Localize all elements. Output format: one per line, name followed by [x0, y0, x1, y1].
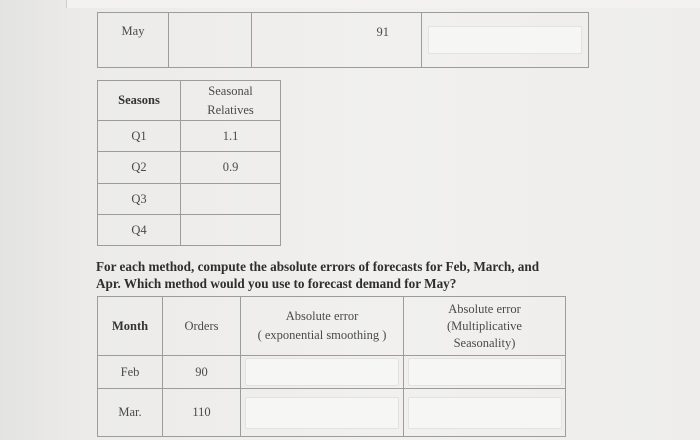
abs-error-exp-cell[interactable]	[241, 356, 404, 389]
table-row	[98, 356, 566, 389]
month-cell	[98, 389, 163, 437]
seasons-header	[98, 81, 181, 121]
question-text	[96, 258, 566, 292]
season-label: Q2	[131, 160, 147, 174]
abs-error-mult-input[interactable]	[408, 358, 562, 386]
relative-value: 0.9	[222, 160, 239, 174]
month-header-label: Month	[111, 318, 149, 333]
value-cell	[252, 13, 422, 68]
empty-cell	[169, 13, 252, 68]
absolute-errors-table	[97, 296, 566, 437]
relative-cell	[181, 152, 281, 184]
question-line1: For each method, compute the absolute errors of forecasts for Feb, March, and	[96, 259, 540, 274]
orders-cell	[163, 356, 241, 389]
abs-error-exp-cell[interactable]	[241, 389, 404, 437]
abs-error-exp-line1: Absolute error	[285, 309, 359, 323]
abs-error-exp-header	[241, 297, 404, 356]
abs-error-mult-line1: Absolute error	[448, 301, 521, 316]
seasonal-relatives-table	[97, 80, 281, 246]
table-row	[98, 389, 566, 437]
relatives-header-line1: Seasonal	[208, 83, 253, 98]
abs-error-mult-cell[interactable]	[404, 389, 566, 437]
month-label: May	[121, 24, 145, 38]
relatives-header-line2: Relatives	[207, 102, 254, 117]
orders-header	[163, 297, 241, 356]
abs-error-mult-input[interactable]	[408, 397, 562, 429]
season-cell	[98, 152, 181, 184]
orders-value: 90	[195, 364, 208, 379]
month-header	[98, 297, 163, 356]
abs-error-exp-input[interactable]	[245, 397, 399, 429]
orders-header-label: Orders	[184, 318, 219, 333]
forecast-table-partial	[97, 12, 589, 68]
abs-error-mult-line2: (Multiplicative	[447, 318, 522, 333]
page-top-strip	[66, 0, 700, 8]
abs-error-mult-line3: Seasonality)	[453, 335, 516, 350]
relative-cell[interactable]	[181, 215, 281, 246]
relative-cell[interactable]	[181, 184, 281, 215]
value-label: 91	[376, 25, 389, 39]
relative-value: 1.1	[222, 128, 239, 143]
month-cell	[98, 13, 169, 68]
orders-value: 110	[192, 405, 211, 419]
season-label: Q4	[131, 222, 147, 237]
question-line2: Apr. Which method would you use to forecast demand for May?	[96, 276, 457, 291]
seasons-header-label: Seasons	[118, 93, 160, 107]
season-cell	[98, 121, 181, 152]
month-value: Mar.	[118, 405, 142, 419]
answer-cell[interactable]	[422, 13, 589, 68]
month-value: Feb	[120, 364, 140, 379]
abs-error-exp-input[interactable]	[245, 358, 399, 386]
abs-error-exp-line2: ( exponential smoothing )	[257, 328, 387, 342]
answer-input[interactable]	[428, 26, 582, 54]
relative-cell	[181, 121, 281, 152]
abs-error-mult-header	[404, 297, 566, 356]
season-label: Q3	[131, 191, 147, 206]
month-cell	[98, 356, 163, 389]
season-cell	[98, 184, 181, 215]
orders-cell	[163, 389, 241, 437]
abs-error-mult-cell[interactable]	[404, 356, 566, 389]
relatives-header	[181, 81, 281, 121]
season-label: Q1	[131, 128, 147, 143]
season-cell	[98, 215, 181, 246]
